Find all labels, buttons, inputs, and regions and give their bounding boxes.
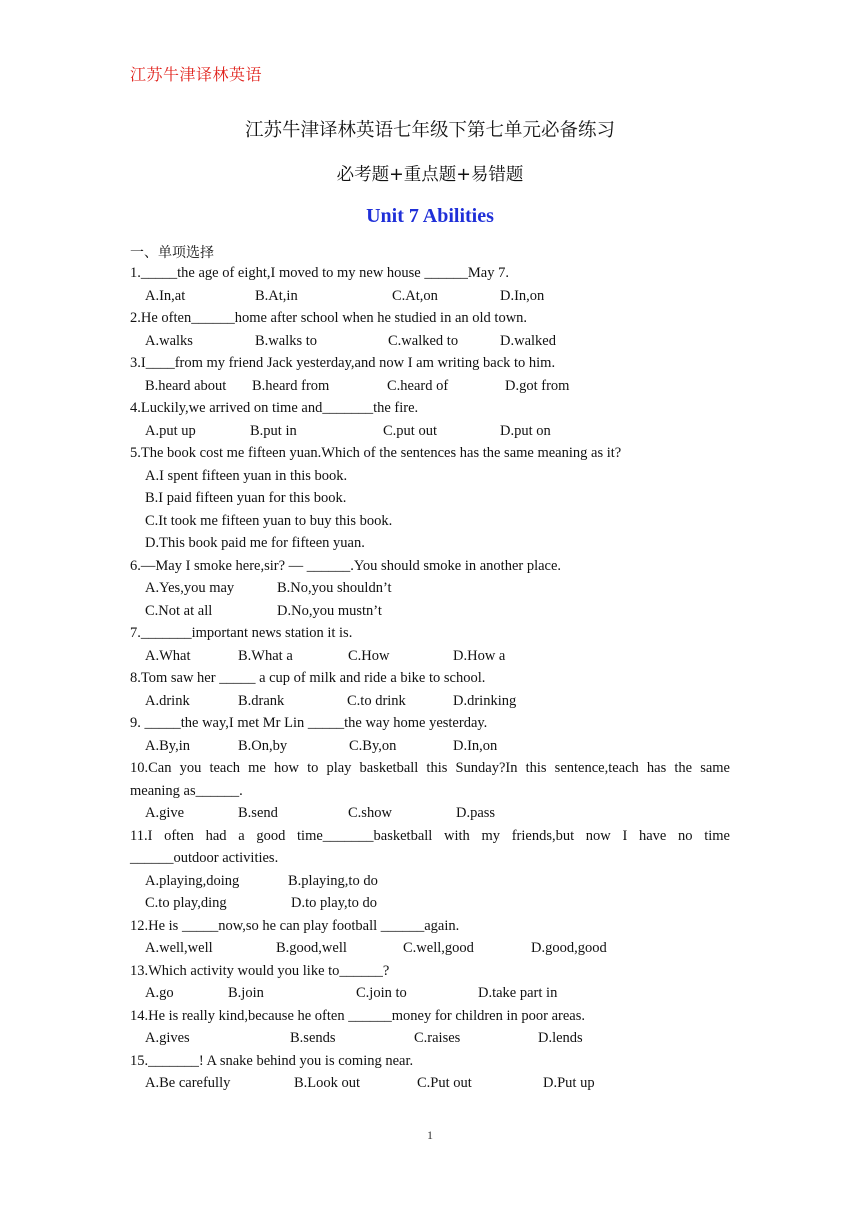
question-text: meaning as______. [130,782,243,799]
answer-option: D.drinking [453,692,517,709]
options-row [130,532,730,555]
question-text: 5.The book cost me fifteen yuan.Which of the sentences has the same meaning as it? [130,445,622,461]
answer-option: A.playing,doing [145,872,240,889]
question-list [130,262,730,1095]
question-text: 7._______important news station it is. [130,625,353,641]
page-title: 江苏牛津译林英语七年级下第七单元必备练习 [244,120,615,141]
options-row [130,982,730,1005]
answer-option: B.On,by [238,737,288,754]
options-row [130,330,730,353]
answer-option: D.This book paid me for fifteen yuan. [145,535,365,551]
answer-option: C.to play,ding [145,895,227,911]
answer-option: B.playing,to do [288,872,378,889]
options-row [130,465,730,488]
answer-option: C.put out [383,422,437,439]
answer-option: A.gives [145,1030,190,1046]
question-item [130,397,730,442]
question-item [130,442,730,555]
answer-option: B.join [228,985,264,1001]
answer-option: C.It took me fifteen yuan to buy this book. [145,512,393,529]
answer-option: D.got from [505,377,570,394]
answer-option: D.walked [500,332,556,349]
answer-option: C.heard of [387,377,449,394]
question-text: 13.Which activity would you like to______? [130,962,390,979]
answer-option: B.good,well [276,940,347,956]
question-text: 2.He often______home after school when he studied in an old town. [130,310,528,326]
answer-option: B.No,you shouldn’t [277,580,392,596]
answer-option: D.pass [456,805,496,821]
question-item [130,307,730,352]
question-item [130,712,730,757]
answer-option: B.sends [290,1030,336,1046]
question-text: ______outdoor activities. [130,850,279,866]
answer-option: C.By,on [349,737,397,754]
options-row [130,285,730,308]
answer-option: C.How [348,647,390,664]
options-row [130,375,730,398]
options-row [130,735,730,758]
answer-option: B.heard about [145,377,227,394]
question-item [130,1050,730,1095]
options-row [130,892,730,915]
answer-option: A.Yes,you may [145,580,235,596]
page-subtitle: 必考题+重点题+易错题 [336,165,524,185]
answer-option: A.put up [145,422,196,439]
answer-option: C.raises [414,1030,461,1046]
answer-option: A.In,at [145,287,186,304]
answer-option: C.Put out [417,1075,472,1091]
question-item [130,555,730,623]
options-row [130,510,730,533]
options-row [130,802,730,825]
options-row [130,645,730,668]
question-item [130,1005,730,1050]
answer-option: B.What a [238,647,293,664]
question-text: 9. _____the way,I met Mr Lin _____the way home yesterday. [130,715,488,731]
answer-option: B.I paid fifteen yuan for this book. [145,490,347,506]
answer-option: D.Put up [543,1075,595,1091]
answer-option: D.In,on [500,287,545,304]
question-text: 14.He is really kind,because he often ______money for children in poor areas. [130,1007,585,1024]
answer-option: A.Be carefully [145,1075,231,1091]
answer-option: D.take part in [478,985,558,1001]
options-row [130,1072,730,1095]
answer-option: A.well,well [145,940,213,956]
answer-option: A.I spent fifteen yuan in this book. [145,467,348,484]
answer-option: C.walked to [388,332,459,349]
options-row [130,690,730,713]
answer-option: B.drank [238,692,285,709]
question-item [130,757,730,825]
answer-option: D.No,you mustn’t [277,602,382,619]
question-text: 11.I often had a good time_______basketball with my friends,but now I have no time [130,827,730,844]
question-item [130,262,730,307]
answer-option: C.Not at all [145,602,213,619]
section-heading: 一、单项选择 [130,245,214,261]
options-row [130,937,730,960]
question-item [130,352,730,397]
question-text: 15._______! A snake behind you is coming near. [130,1052,414,1069]
answer-option: A.walks [145,332,193,349]
options-row [130,600,730,623]
answer-option: C.show [348,805,392,821]
question-item [130,622,730,667]
question-text: 6.—May I smoke here,sir? — ______.You should smoke in another place. [130,557,562,574]
answer-option: C.join to [356,985,407,1001]
question-text: 12.He is _____now,so he can play football ______again. [130,917,460,934]
answer-option: A.What [145,647,191,664]
question-text: 1._____the age of eight,I moved to my new house ______May 7. [130,265,509,281]
answer-option: D.In,on [453,737,498,754]
header-brand: 江苏牛津译林英语 [130,65,263,84]
page-number: 1 [427,1128,433,1142]
options-row [130,1027,730,1050]
answer-option: B.send [238,805,278,821]
answer-option: A.drink [145,692,190,709]
options-row [130,487,730,510]
answer-option: D.How a [453,647,506,664]
answer-option: D.put on [500,422,551,439]
answer-option: B.Look out [294,1075,361,1091]
answer-option: D.good,good [531,940,607,956]
question-text: 10.Can you teach me how to play basketball this Sunday?In this sentence,teach has the same [130,760,730,776]
answer-option: D.lends [538,1030,583,1046]
answer-option: A.give [145,805,185,821]
question-item [130,915,730,960]
answer-option: C.At,on [392,287,438,304]
question-item [130,960,730,1005]
answer-option: D.to play,to do [291,895,378,911]
question-text: 3.I____from my friend Jack yesterday,and now I am writing back to him. [130,355,556,371]
answer-option: C.well,good [403,940,474,956]
answer-option: B.At,in [255,287,298,304]
answer-option: B.heard from [252,377,330,394]
unit-title: Unit 7 Abilities [366,205,494,227]
options-row [130,420,730,443]
answer-option: B.put in [250,422,297,439]
answer-option: A.go [145,985,174,1001]
answer-option: C.to drink [347,692,406,709]
answer-option: A.By,in [145,737,190,754]
question-text: 8.Tom saw her _____ a cup of milk and ride a bike to school. [130,670,486,686]
options-row [130,577,730,600]
answer-option: B.walks to [255,332,318,349]
question-item [130,825,730,915]
question-item [130,667,730,712]
options-row [130,870,730,893]
question-text: 4.Luckily,we arrived on time and_______the fire. [130,400,419,416]
